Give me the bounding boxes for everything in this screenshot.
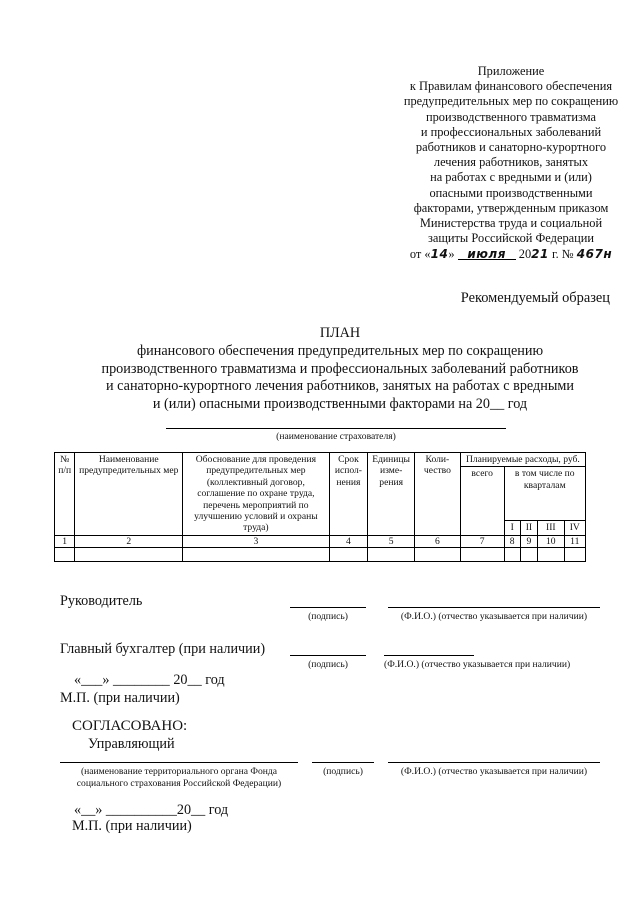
plan-heading: ПЛАН — [319, 325, 361, 341]
table-cell — [415, 548, 461, 562]
table-cell — [368, 548, 415, 562]
table-cell — [564, 548, 585, 562]
column-number: 3 — [183, 535, 329, 547]
column-number: 10 — [538, 535, 564, 547]
head-fio-line — [388, 607, 600, 608]
table-cell — [460, 548, 504, 562]
appendix-line: к Правилам финансового обеспечения — [409, 79, 613, 94]
insurer-name-line — [166, 428, 506, 429]
column-number: 9 — [520, 535, 537, 547]
date-line: «___» ________ 20__ год — [74, 672, 225, 688]
appendix-line: Приложение — [477, 64, 545, 78]
appendix-line: и профессиональных заболеваний — [420, 124, 602, 139]
manager-signature-line — [312, 762, 374, 763]
appendix-line: лечения работников, занятых — [433, 155, 589, 170]
order-number: 467н — [576, 247, 613, 262]
header-name: Наименование предупредительных мер — [75, 453, 183, 536]
fio-caption: (Ф.И.О.) (отчество указывается при наличии) — [400, 611, 588, 622]
date-g: г. № — [551, 247, 574, 262]
header-total: всего — [460, 467, 504, 535]
plan-title — [40, 325, 640, 414]
order-date-line — [380, 247, 640, 262]
table-cell — [183, 548, 329, 562]
header-units: Единицы изме-рения — [368, 453, 415, 536]
signature-caption: (подпись) — [323, 766, 363, 777]
table-cell — [55, 548, 75, 562]
fio-caption: (Ф.И.О.) (отчество указывается при наличии) — [384, 659, 571, 670]
plan-title-line: финансового обеспечения предупредительных мер по сокращению — [136, 342, 544, 359]
plan-title-line: и санаторно-курортного лечения работников, занятых на работах с вредными — [106, 378, 574, 395]
column-number: 6 — [415, 535, 461, 547]
column-number: 4 — [329, 535, 368, 547]
table-cell — [504, 548, 520, 562]
date-mid: » — [448, 247, 455, 262]
date-prefix: от « — [409, 247, 431, 262]
date-day: 14 — [430, 247, 449, 262]
head-label: Руководитель — [60, 593, 143, 609]
manager-label: Управляющий — [88, 736, 175, 752]
header-quarter: II — [520, 521, 537, 535]
header-planned: Планируемые расходы, руб. — [460, 453, 585, 467]
fio-caption: (Ф.И.О.) (отчество указывается при наличии) — [400, 766, 588, 777]
plan-title-line: и (или) опасными производственными факторами на 20__ год — [152, 396, 528, 413]
column-number: 7 — [460, 535, 504, 547]
table-row — [55, 548, 586, 562]
appendix-block — [380, 64, 640, 263]
appendix-line: работников и санаторно-курортного — [415, 140, 607, 155]
fund-name-line — [60, 762, 298, 763]
table-cell — [520, 548, 537, 562]
appendix-line: производственного травматизма — [425, 109, 597, 124]
fund-caption-1: (наименование территориального органа Фонда — [80, 766, 278, 777]
header-term: Срок испол-нения — [329, 453, 368, 536]
header-quarter: IV — [564, 521, 585, 535]
appendix-line: защиты Российской Федерации — [427, 231, 595, 246]
head-signature-line — [290, 607, 366, 608]
appendix-line: предупредительных мер по сокращению — [403, 94, 619, 109]
fund-caption-2: социального страхования Российской Федерации) — [76, 778, 282, 789]
appendix-line: факторами, утвержденным приказом — [413, 200, 609, 215]
table-cell — [329, 548, 368, 562]
signature-caption: (подпись) — [308, 611, 348, 622]
date-month: июля — [458, 247, 516, 260]
sample-label: Рекомендуемый образец — [460, 290, 610, 306]
appendix-line: на работах с вредными и (или) — [430, 170, 592, 185]
chief-signature-line — [290, 655, 366, 656]
date-line-2: «__» __________20__ год — [74, 802, 229, 818]
plan-title-line: производственного травматизма и профессиональных заболеваний работников — [101, 360, 579, 377]
manager-fio-line — [388, 762, 600, 763]
date-year-suffix: 21 — [531, 247, 549, 262]
insurer-caption: (наименование страхователя) — [276, 431, 396, 442]
column-number: 5 — [368, 535, 415, 547]
column-number: 11 — [564, 535, 585, 547]
column-number: 1 — [55, 535, 75, 547]
agreed-label: СОГЛАСОВАНО: — [72, 718, 188, 734]
chief-fio-line — [384, 655, 474, 656]
header-num: № п/п — [55, 453, 75, 536]
appendix-line: Министерства труда и социальной — [419, 216, 603, 231]
plan-table — [54, 452, 586, 562]
header-including: в том числе по кварталам — [504, 467, 585, 521]
signature-caption: (подпись) — [308, 659, 348, 670]
column-number: 8 — [504, 535, 520, 547]
column-number-row — [55, 535, 586, 547]
appendix-line: опасными производственными — [429, 185, 593, 200]
table-cell — [538, 548, 564, 562]
header-basis: Обоснование для проведения предупредительных мер (коллективный договор, соглашение по охране труда, перечень мероприятий по улучшению условий и охраны труда) — [183, 453, 329, 536]
chief-accountant-label: Главный бухгалтер (при наличии) — [60, 641, 266, 657]
stamp-label: М.П. (при наличии) — [60, 690, 180, 706]
stamp-label-2: М.П. (при наличии) — [72, 818, 192, 834]
header-qty: Коли-чество — [415, 453, 461, 536]
date-year-prefix: 20 — [518, 247, 532, 262]
header-quarter: I — [504, 521, 520, 535]
table-cell — [75, 548, 183, 562]
header-quarter: III — [538, 521, 564, 535]
column-number: 2 — [75, 535, 183, 547]
